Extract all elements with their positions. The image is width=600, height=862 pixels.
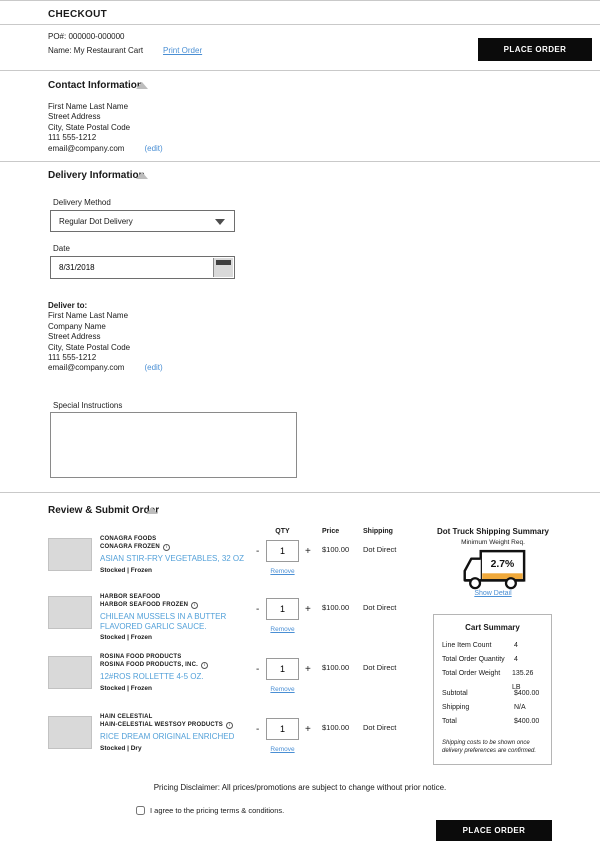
summary-label: Subtotal — [442, 690, 468, 697]
deliver-edit-link[interactable]: (edit) — [144, 363, 163, 373]
remove-link[interactable]: Remove — [270, 746, 295, 753]
product-name-link[interactable]: 12#ROS ROLLETTE 4-5 OZ. — [100, 672, 204, 681]
qty-decrement[interactable]: - — [256, 724, 260, 735]
deliver-email: email@company.com — [48, 363, 125, 373]
summary-label: Total Order Quantity — [442, 656, 505, 663]
item-price: $100.00 — [322, 723, 350, 732]
product-status: Stocked | Frozen — [100, 684, 153, 692]
agree-label: I agree to the pricing terms & conditions. — [150, 806, 285, 815]
contact-line: First Name Last Name — [48, 102, 129, 111]
contact-email: email@company.com — [48, 143, 125, 153]
item-shipping: Dot Direct — [363, 603, 397, 612]
divider — [0, 24, 600, 25]
delivery-method-value: Regular Dot Delivery — [59, 216, 133, 226]
divider — [0, 70, 600, 71]
brand-name: HARBOR SEAFOOD — [100, 594, 161, 600]
truck-gauge-icon — [460, 549, 526, 591]
qty-increment[interactable]: + — [305, 604, 311, 615]
item-price: $100.00 — [322, 603, 350, 612]
deliver-line: First Name Last Name — [48, 311, 129, 321]
review-section-title: Review & Submit Order — [48, 505, 160, 516]
delivery-section-title: Delivery Information — [48, 170, 145, 181]
remove-link[interactable]: Remove — [270, 568, 295, 575]
price-column-header: Price — [322, 528, 340, 535]
pricing-disclaimer: Pricing Disclaimer: All prices/promotions are subject to change without prior notice. — [153, 783, 447, 792]
product-thumbnail — [48, 716, 92, 749]
contact-edit-link[interactable]: (edit) — [144, 143, 163, 153]
shipping-summary-title: Dot Truck Shipping Summary — [436, 527, 549, 536]
show-detail-link[interactable]: Show Detail — [474, 590, 512, 597]
qty-decrement[interactable]: - — [256, 664, 260, 675]
chevron-down-icon — [215, 219, 225, 225]
calendar-icon[interactable] — [213, 258, 233, 277]
product-name-link[interactable]: RICE DREAM ORIGINAL ENRICHED — [100, 732, 235, 741]
qty-input[interactable] — [266, 718, 299, 740]
remove-link[interactable]: Remove — [270, 626, 295, 633]
summary-value: 135.26 LB — [511, 670, 534, 691]
contact-line: Street Address — [48, 112, 101, 122]
brand-line: HARBOR SEAFOOD FROZEN — [100, 601, 189, 608]
delivery-method-label: Delivery Method — [53, 198, 111, 207]
deliver-to-block — [48, 301, 163, 374]
product-thumbnail — [48, 656, 92, 689]
brand-line: HAIN-CELESTIAL WESTSOY PRODUCTS — [100, 721, 223, 728]
product-status: Stocked | Frozen — [100, 634, 153, 641]
print-order-link[interactable]: Print Order — [163, 46, 203, 55]
item-price: $100.00 — [322, 545, 350, 554]
cart-summary-box — [433, 614, 552, 765]
brand-line: ROSINA FOOD PRODUCTS, INC. — [100, 661, 198, 668]
deliver-line — [48, 363, 163, 373]
brand-name: ROSINA FOOD PRODUCTS — [100, 654, 182, 660]
date-field — [50, 256, 235, 279]
shipping-column-header: Shipping — [363, 528, 393, 535]
deliver-line: 111 555-1212 — [48, 353, 97, 363]
product-thumbnail — [48, 596, 92, 629]
qty-input[interactable] — [266, 658, 299, 680]
product-info — [100, 714, 258, 752]
product-info — [100, 594, 258, 641]
info-icon[interactable]: i — [191, 602, 198, 609]
product-info — [100, 654, 258, 692]
summary-label: Line Item Count — [442, 642, 492, 649]
info-icon[interactable]: i — [201, 662, 208, 669]
deliver-line: Company Name — [48, 321, 106, 331]
summary-row — [442, 715, 543, 729]
qty-decrement[interactable]: - — [256, 546, 260, 557]
item-shipping: Dot Direct — [363, 723, 397, 732]
qty-input[interactable] — [266, 598, 299, 620]
remove-link[interactable]: Remove — [270, 686, 295, 693]
contact-line — [48, 144, 163, 154]
info-icon[interactable]: i — [226, 722, 233, 729]
deliver-line: City, State Postal Code — [48, 342, 131, 352]
cart-summary-title: Cart Summary — [465, 623, 520, 632]
date-input[interactable] — [51, 257, 211, 278]
divider — [0, 0, 600, 1]
delivery-method-select[interactable] — [50, 210, 235, 232]
product-info — [100, 536, 258, 574]
qty-increment[interactable]: + — [305, 724, 311, 735]
contact-address — [48, 102, 163, 154]
product-thumbnail — [48, 538, 92, 571]
deliver-line: Street Address — [48, 332, 101, 342]
qty-decrement[interactable]: - — [256, 604, 260, 615]
agree-checkbox[interactable] — [136, 806, 145, 815]
product-status: Stocked | Dry — [100, 744, 142, 752]
summary-value: $400.00 — [514, 718, 540, 725]
special-instructions-textarea[interactable] — [50, 412, 297, 478]
summary-row — [442, 639, 543, 653]
product-status: Stocked | Frozen — [100, 566, 153, 574]
qty-column-header: QTY — [275, 528, 290, 535]
agree-row — [136, 806, 284, 815]
summary-label: Total — [442, 718, 457, 725]
contact-line: City, State Postal Code — [48, 122, 131, 132]
truck-percent-label: 2.7% — [490, 559, 515, 571]
item-price: $100.00 — [322, 663, 350, 672]
qty-input[interactable] — [266, 540, 299, 562]
brand-name: CONAGRA FOODS — [100, 536, 157, 542]
summary-value: $400.00 — [514, 690, 540, 697]
collapse-delivery-icon[interactable] — [136, 172, 148, 179]
deliver-to-label: Deliver to: — [48, 301, 88, 310]
product-name-link[interactable]: CHILEAN MUSSELS IN A BUTTER FLAVORED GARLIC SAUCE. — [100, 612, 227, 631]
summary-value: 4 — [514, 656, 518, 663]
place-order-button-bottom[interactable]: PLACE ORDER — [436, 820, 552, 841]
summary-value: 4 — [514, 642, 518, 649]
divider — [0, 161, 600, 162]
page-title: CHECKOUT — [48, 9, 108, 20]
qty-increment[interactable]: + — [305, 664, 311, 675]
product-name-link[interactable]: ASIAN STIR-FRY VEGETABLES, 32 OZ — [100, 554, 245, 563]
shipping-note: Shipping costs to be shown once delivery preferences are confirmed. — [442, 740, 537, 754]
summary-label: Shipping — [442, 704, 470, 711]
divider — [0, 492, 600, 493]
shipping-summary-subtitle: Minimum Weight Req. — [461, 539, 525, 546]
place-order-button-top[interactable]: PLACE ORDER — [478, 38, 592, 61]
collapse-review-icon[interactable] — [146, 507, 158, 514]
summary-row — [442, 701, 543, 715]
item-shipping: Dot Direct — [363, 663, 397, 672]
brand-line: CONAGRA FROZEN — [100, 543, 160, 550]
qty-increment[interactable]: + — [305, 546, 311, 557]
summary-row — [442, 687, 543, 701]
item-shipping: Dot Direct — [363, 545, 397, 554]
truck-gauge-fill — [482, 573, 522, 579]
special-instructions-label: Special Instructions — [53, 401, 123, 410]
contact-section-title: Contact Information — [48, 80, 143, 91]
contact-line: 111 555-1212 — [48, 133, 97, 143]
brand-name: HAIN CELESTIAL — [100, 714, 153, 720]
cart-summary-totals — [442, 687, 543, 729]
info-icon[interactable]: i — [163, 544, 170, 551]
cart-name: Name: My Restaurant Cart — [48, 46, 144, 55]
date-label: Date — [53, 244, 70, 253]
summary-label: Total Order Weight — [442, 670, 501, 677]
summary-value: N/A — [514, 704, 526, 711]
summary-row — [442, 653, 543, 667]
po-number: PO#: 000000-000000 — [48, 32, 125, 41]
collapse-contact-icon[interactable] — [136, 82, 148, 89]
